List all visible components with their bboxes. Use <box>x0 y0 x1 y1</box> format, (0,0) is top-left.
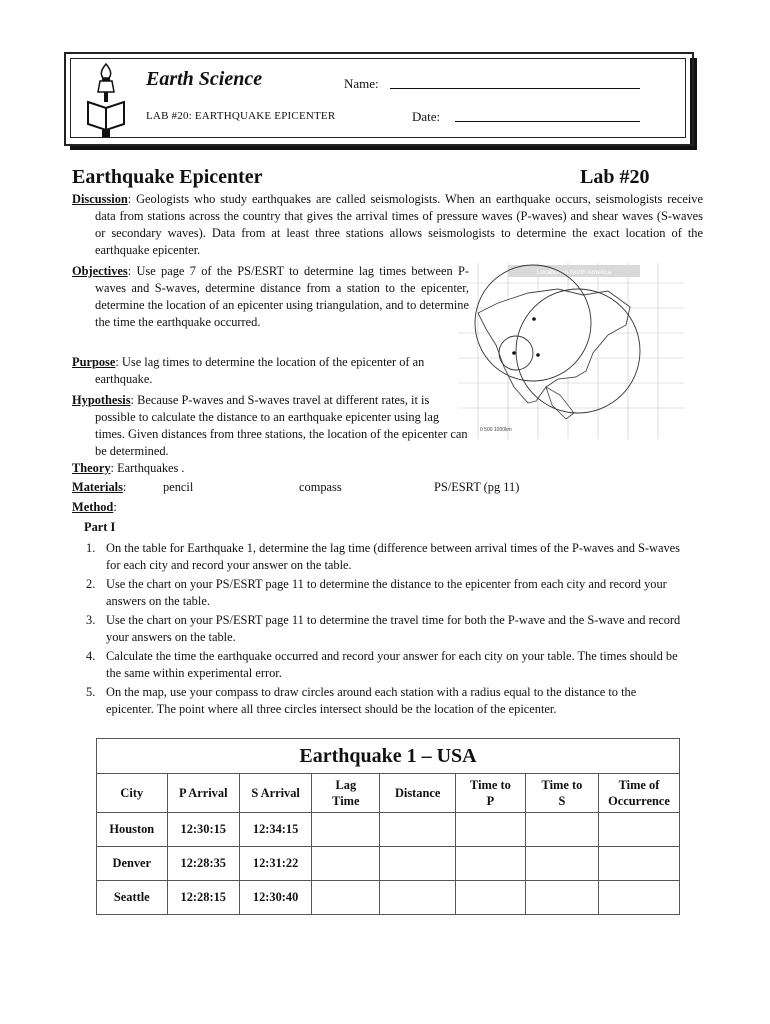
theory-label: Theory <box>72 461 111 475</box>
station-dot <box>536 353 540 357</box>
table-caption: Earthquake 1 – USA <box>97 739 680 774</box>
header-time-to-p-text: Time to P <box>470 778 511 808</box>
north-america-map <box>458 263 684 439</box>
cell-p-arrival: 12:28:15 <box>167 881 239 915</box>
method-label-wrap: Method: <box>72 500 117 514</box>
cell-time-to-s[interactable] <box>525 881 598 915</box>
step-text: On the map, use your compass to draw circles around each station with a radius equal to the distance to the epicenter. The point where all three circles intersect should be the location of the epicenter. <box>106 685 637 716</box>
discussion-section: Discussion: Geologists who study earthquakes are called seismologists. When an earthquake occurs, seismologists receive data from stations across the country that gives the arrival times of pressure waves (P-waves) and shear waves (S-waves or secondary waves). Data from at least three stations allows seismologists to determine the exact location of the earthquake epicenter. <box>72 192 703 257</box>
step-item <box>84 576 684 610</box>
theory-text: Earthquakes . <box>117 461 185 475</box>
header-distance: Distance <box>380 774 456 813</box>
cell-p-arrival: 12:28:35 <box>167 847 239 881</box>
header-time-to-s <box>525 774 598 813</box>
cell-time-to-p[interactable] <box>456 813 526 847</box>
step-number: 1. <box>86 541 96 555</box>
material-item: PS/ESRT (pg 11) <box>434 480 520 494</box>
map-title: Location in North America <box>536 269 612 276</box>
cell-p-arrival: 12:30:15 <box>167 813 239 847</box>
station-dot <box>512 351 516 355</box>
station-dot <box>532 317 536 321</box>
materials-label: Materials <box>72 480 123 494</box>
step-item <box>84 612 684 646</box>
cell-lag-time[interactable] <box>312 847 380 881</box>
table-row <box>97 847 680 881</box>
cell-time-to-p[interactable] <box>456 881 526 915</box>
lamp-book-logo-icon <box>84 62 128 138</box>
date-field[interactable] <box>455 121 640 122</box>
page-title: Earthquake Epicenter <box>72 166 263 188</box>
table-row <box>97 813 680 847</box>
hypothesis-text: Because P-waves and S-waves travel at different rates, it is possible to calculate the distance to an earthquake epicenter using lag times. Given distances from three stations, the location of the epicenter can be determined. <box>95 393 468 458</box>
cell-lag-time[interactable] <box>312 813 380 847</box>
objectives-section: Objectives: Use page 7 of the PS/ESRT to determine lag times between P-waves and S-waves, determine distance from a station to the epicenter, determine the location of an epicenter using triangulation, and to determine the time the earthquake occurred. <box>72 264 469 329</box>
method-label: Method <box>72 500 114 514</box>
header-p-arrival: P Arrival <box>167 774 239 813</box>
header-time-to-p <box>456 774 526 813</box>
cell-s-arrival: 12:30:40 <box>239 881 311 915</box>
step-text: Calculate the time the earthquake occurred and record your answer for each city on your table. The times should be the same within experimental error. <box>106 649 678 680</box>
date-label: Date: <box>412 109 441 124</box>
header-lag-time <box>312 774 380 813</box>
material-item: compass <box>299 480 342 494</box>
cell-time-to-s[interactable] <box>525 847 598 881</box>
step-number: 3. <box>86 613 96 627</box>
cell-city: Denver <box>97 847 168 881</box>
purpose-text: Use lag times to determine the location of the epicenter of an earthquake. <box>95 355 425 386</box>
name-label: Name: <box>344 76 379 91</box>
part-heading: Part I <box>84 520 116 534</box>
cell-s-arrival: 12:34:15 <box>239 813 311 847</box>
step-item <box>84 648 684 682</box>
step-number: 5. <box>86 685 96 699</box>
step-text: On the table for Earthquake 1, determine the lag time (difference between arrival times of the P-waves and S-waves for each city and record your answer on the table. <box>106 541 680 572</box>
cell-lag-time[interactable] <box>312 881 380 915</box>
lab-number: Lab #20 <box>580 166 650 188</box>
cell-time-to-s[interactable] <box>525 813 598 847</box>
cell-time-of-occurrence[interactable] <box>599 813 680 847</box>
name-field[interactable] <box>390 88 640 89</box>
step-text: Use the chart on your PS/ESRT page 11 to determine the distance to the epicenter from each city and record your answers on the table. <box>106 577 667 608</box>
purpose-label: Purpose <box>72 355 116 369</box>
earthquake-table <box>96 738 680 915</box>
header-time-of-occurrence-text: Time of Occurrence <box>608 778 670 808</box>
header-time-of-occurrence <box>599 774 680 813</box>
objectives-label: Objectives <box>72 264 128 278</box>
cell-distance[interactable] <box>380 847 456 881</box>
cell-city: Seattle <box>97 881 168 915</box>
table-row <box>97 881 680 915</box>
step-number: 2. <box>86 577 96 591</box>
hypothesis-label: Hypothesis <box>72 393 131 407</box>
step-item <box>84 684 684 718</box>
header-lag-time-text: Lag Time <box>332 778 360 808</box>
cell-time-to-p[interactable] <box>456 847 526 881</box>
central-america-outline <box>546 387 574 419</box>
cell-distance[interactable] <box>380 813 456 847</box>
cell-distance[interactable] <box>380 881 456 915</box>
lab-subtitle: LAB #20: EARTHQUAKE EPICENTER <box>146 110 336 122</box>
step-number: 4. <box>86 649 96 663</box>
header-time-to-s-text: Time to S <box>541 778 583 808</box>
hypothesis-section: Hypothesis: Because P-waves and S-waves travel at different rates, it is possible to calculate the distance to an earthquake epicenter using lag times. Given distances from three stations, the location of the epicenter can be determined. <box>72 393 468 458</box>
materials-label-wrap: Materials: <box>72 480 127 494</box>
cell-time-of-occurrence[interactable] <box>599 847 680 881</box>
cell-time-of-occurrence[interactable] <box>599 881 680 915</box>
header-city: City <box>97 774 168 813</box>
discussion-label: Discussion <box>72 192 128 206</box>
discussion-text: Geologists who study earthquakes are called seismologists. When an earthquake occurs, seismologists receive data from stations across the country that gives the arrival times of pressure waves (P-waves) and shear waves (S-waves or secondary waves). Data from at least three stations allows seismologists to determine the exact location of the earthquake epicenter. <box>95 192 703 257</box>
map-scale: 0 500 1000km <box>480 427 512 433</box>
header-s-arrival: S Arrival <box>239 774 311 813</box>
material-item: pencil <box>163 480 194 494</box>
cell-city: Houston <box>97 813 168 847</box>
step-text: Use the chart on your PS/ESRT page 11 to determine the travel time for both the P-wave and the S-wave and record your answers on the table. <box>106 613 681 644</box>
table-header-row <box>97 774 680 813</box>
course-title: Earth Science <box>146 68 263 90</box>
step-item <box>84 540 684 574</box>
method-steps <box>84 540 684 720</box>
theory-section: Theory: Earthquakes . <box>72 461 185 475</box>
cell-s-arrival: 12:31:22 <box>239 847 311 881</box>
objectives-text: Use page 7 of the PS/ESRT to determine lag times between P-waves and S-waves, determine distance from a station to the epicenter, determine the location of an epicenter using triangulation, and to determine the time the earthquake occurred. <box>95 264 469 329</box>
purpose-section: Purpose: Use lag times to determine the location of the epicenter of an earthquake. <box>72 355 425 386</box>
